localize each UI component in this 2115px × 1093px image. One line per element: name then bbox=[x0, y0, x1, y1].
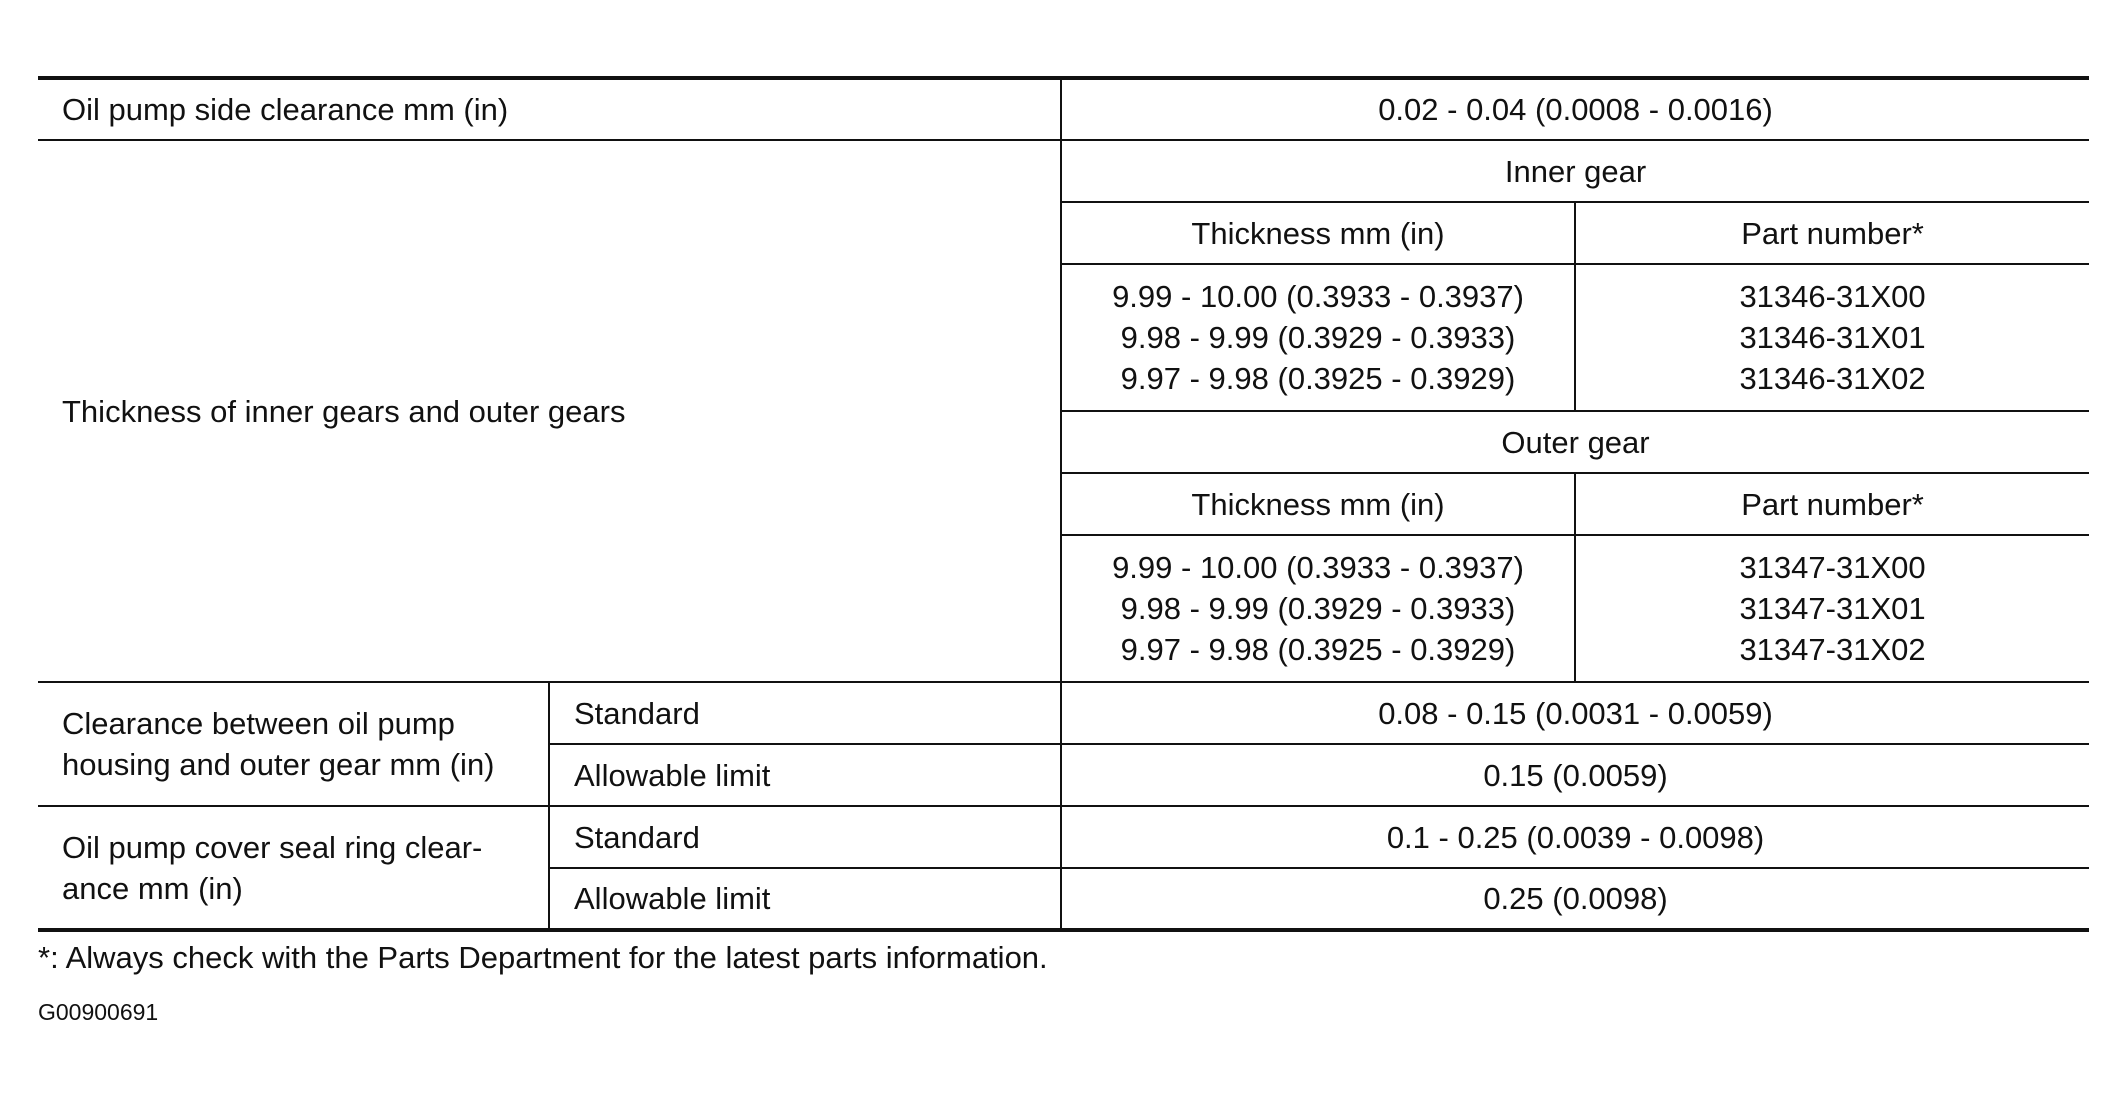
housing-limit-value: 0.15 (0.0059) bbox=[1061, 744, 2089, 806]
housing-limit-label: Allowable limit bbox=[549, 744, 1061, 806]
outer-thickness-header: Thickness mm (in) bbox=[1061, 473, 1575, 535]
inner-part-header: Part number* bbox=[1575, 202, 2089, 264]
seal-ring-label bbox=[38, 806, 549, 930]
side-clearance-value: 0.02 - 0.04 (0.0008 - 0.0016) bbox=[1061, 78, 2089, 140]
figure-code: G00900691 bbox=[38, 999, 159, 1025]
inner-part-values bbox=[1575, 264, 2089, 411]
side-clearance-label: Oil pump side clearance mm (in) bbox=[38, 78, 1061, 140]
outer-thickness-3: 9.97 - 9.98 (0.3925 - 0.3929) bbox=[1120, 632, 1516, 667]
inner-part-2: 31346-31X01 bbox=[1739, 320, 1926, 355]
seal-ring-standard-label: Standard bbox=[549, 806, 1061, 868]
inner-thickness-1: 9.99 - 10.00 (0.3933 - 0.3937) bbox=[1112, 279, 1524, 314]
outer-part-3: 31347-31X02 bbox=[1739, 632, 1926, 667]
outer-thickness-1: 9.99 - 10.00 (0.3933 - 0.3937) bbox=[1112, 550, 1524, 585]
seal-ring-standard-row bbox=[38, 806, 2089, 868]
housing-standard-value: 0.08 - 0.15 (0.0031 - 0.0059) bbox=[1061, 682, 2089, 744]
footnote: *: Always check with the Parts Department for the latest parts information. bbox=[38, 940, 1048, 975]
gear-thickness-label: Thickness of inner gears and outer gears bbox=[38, 140, 1061, 682]
outer-part-2: 31347-31X01 bbox=[1739, 591, 1926, 626]
inner-part-1: 31346-31X00 bbox=[1739, 279, 1926, 314]
outer-part-header: Part number* bbox=[1575, 473, 2089, 535]
seal-ring-limit-value: 0.25 (0.0098) bbox=[1061, 868, 2089, 930]
housing-standard-label: Standard bbox=[549, 682, 1061, 744]
housing-clearance-label bbox=[38, 682, 549, 806]
housing-clearance-label-line1: Clearance between oil pump bbox=[62, 706, 455, 741]
seal-ring-label-line2: ance mm (in) bbox=[62, 870, 243, 906]
inner-thickness-2: 9.98 - 9.99 (0.3929 - 0.3933) bbox=[1120, 320, 1516, 355]
inner-thickness-3: 9.97 - 9.98 (0.3925 - 0.3929) bbox=[1120, 361, 1516, 396]
outer-gear-title: Outer gear bbox=[1061, 411, 2089, 473]
seal-ring-standard-value: 0.1 - 0.25 (0.0039 - 0.0098) bbox=[1061, 806, 2089, 868]
outer-thickness-values bbox=[1061, 535, 1575, 682]
oil-pump-spec-table bbox=[38, 76, 2089, 932]
outer-thickness-2: 9.98 - 9.99 (0.3929 - 0.3933) bbox=[1120, 591, 1516, 626]
inner-thickness-header: Thickness mm (in) bbox=[1061, 202, 1575, 264]
outer-part-values bbox=[1575, 535, 2089, 682]
inner-gear-title: Inner gear bbox=[1061, 140, 2089, 202]
inner-part-3: 31346-31X02 bbox=[1739, 361, 1926, 396]
inner-gear-title-row bbox=[38, 140, 2089, 202]
seal-ring-limit-label: Allowable limit bbox=[549, 868, 1061, 930]
housing-clearance-label-line2: housing and outer gear mm (in) bbox=[62, 747, 495, 782]
side-clearance-row bbox=[38, 78, 2089, 140]
inner-thickness-values bbox=[1061, 264, 1575, 411]
outer-part-1: 31347-31X00 bbox=[1739, 550, 1926, 585]
housing-clearance-standard-row bbox=[38, 682, 2089, 744]
seal-ring-label-line1: Oil pump cover seal ring clear- bbox=[62, 829, 483, 865]
